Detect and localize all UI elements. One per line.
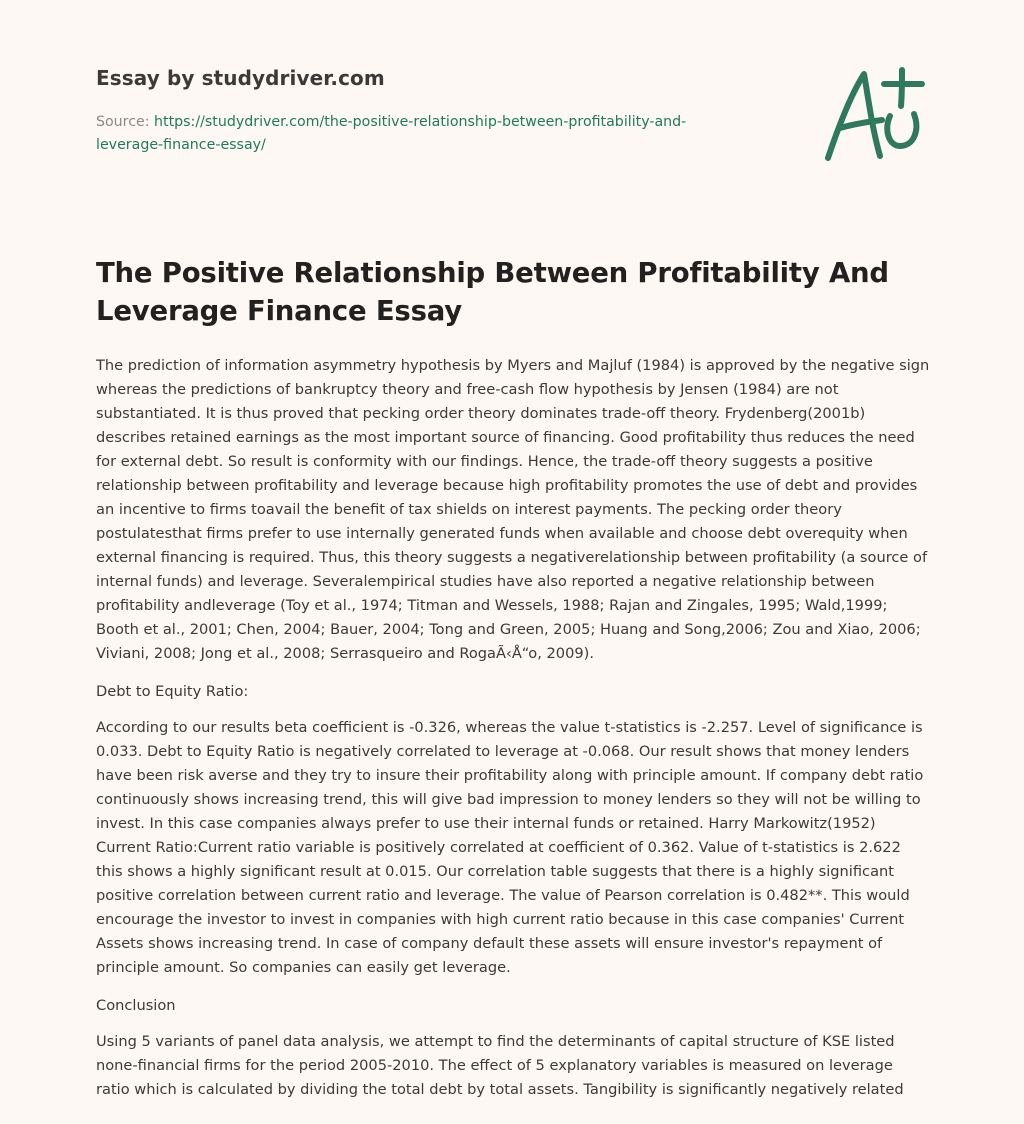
paragraph-debt-equity: According to our results beta coefficient is -0.326, whereas the value t-statistics is -2.257. Level of significance is 0.033. Debt to Equity Ratio is negatively correlated to leverage at -0.068. Our result shows that money lenders have been risk averse and they try to insure their profitability along with principle amount. If company debt ratio continuously shows increasing trend, this will give bad impression to money lenders so they will not be willing to invest. In this case companies always prefer to use their internal funds or retained. Harry Markowitz(1952) Current Ratio:Current ratio variable is positively correlated at coefficient of 0.362. Value of t-statistics is 2.622 this shows a highly significant result at 0.015. Our correlation table suggests that there is a highly significant positive correlation between current ratio and leverage. The value of Pearson correlation is 0.482**. This would encourage the investor to invest in companies with high current ratio because in this case companies' Current Assets shows increasing trend. In case of company default these assets will ensure investor's repayment of principle amount. So companies can easily get leverage. bbox=[96, 719, 924, 976]
source-line bbox=[96, 111, 736, 157]
site-brand: Essay by studydriver.com bbox=[96, 66, 385, 90]
source-link[interactable] bbox=[96, 114, 686, 153]
paragraph-intro: The prediction of information asymmetry hypothesis by Myers and Majluf (1984) is approved by the negative sign whereas the predictions of bankruptcy theory and free-cash flow hypothesis by Jensen (1984) are not substantiated. It is thus proved that pecking order theory dominates trade-off theory. Frydenberg(2001b) describes retained earnings as the most important source of financing. Good profitability thus reduces the need for external debt. So result is conformity with our findings. Hence, the trade-off theory suggests a positive relationship between profitability and leverage because high profitability promotes the use of debt and provides an incentive to firms toavail the benefit of tax shields on interest payments. The pecking order theory postulatesthat firms prefer to use internally generated funds when available and choose debt overequity when external financing is required. Thus, this theory suggests a negativerelationship between profitability (a source of internal funds) and leverage. Severalempirical studies have also reported a negative relationship between profitability andleverage (Toy et al., 1974; Titman and Wessels, 1988; Rajan and Zingales, 1995; Wald,1999; Booth et al., 2001; Chen, 2004; Bauer, 2004; Tong and Green, 2005; Huang and Song,2006; Zou and Xiao, 2006; Viviani, 2008; Jong et al., 2008; Serrasqueiro and RogaÃ‹Å“o, 2009). bbox=[96, 357, 930, 662]
a-plus-logo-icon bbox=[820, 66, 930, 166]
essay-title: The Positive Relationship Between Profitability And Leverage Finance Essay bbox=[96, 257, 889, 327]
source-label: Source: bbox=[96, 114, 155, 130]
paragraph-conclusion: Using 5 variants of panel data analysis, we attempt to find the determinants of capital structure of KSE listed none-financial firms for the period 2005-2010. The effect of 5 explanatory variables is measured on leverage ratio which is calculated by dividing the total debt by total assets. Tangibility is significantly negatively related bbox=[96, 1033, 904, 1098]
section-heading-debt-equity: Debt to Equity Ratio: bbox=[96, 683, 249, 700]
source-link-line2: leverage-finance-essay/ bbox=[96, 137, 266, 153]
section-heading-conclusion: Conclusion bbox=[96, 997, 176, 1014]
essay-body bbox=[96, 354, 931, 1116]
source-link-line1: https://studydriver.com/the-positive-relationship-between-profitability-and- bbox=[154, 114, 687, 130]
